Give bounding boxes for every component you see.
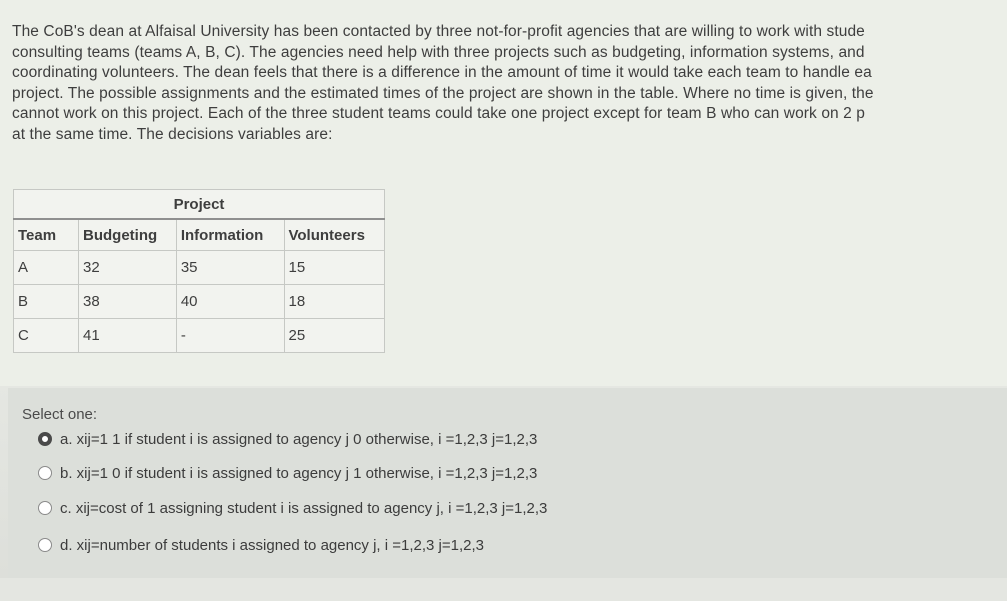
question-line: consulting teams (teams A, B, C). The agencies need help with three projects such as budgeting, information systems, and — [12, 43, 865, 61]
table-cell: - — [176, 319, 284, 353]
table-cell: 35 — [176, 251, 284, 285]
answer-option-b[interactable] — [38, 462, 537, 484]
answer-option-a[interactable] — [38, 428, 537, 450]
header-budgeting: Budgeting — [79, 219, 177, 251]
table-cell: 15 — [284, 251, 385, 285]
question-line: at the same time. The decisions variables are: — [12, 125, 333, 143]
header-volunteers: Volunteers — [284, 219, 385, 251]
table-cell: 38 — [79, 285, 177, 319]
radio-selected-icon[interactable] — [38, 432, 52, 446]
answer-option-c[interactable] — [38, 497, 547, 519]
project-times-table — [13, 189, 385, 353]
answer-option-label: c. xij=cost of 1 assigning student i is assigned to agency j, i =1,2,3 j=1,2,3 — [60, 499, 548, 517]
footer-strip — [0, 578, 1007, 601]
radio-icon[interactable] — [38, 501, 52, 515]
radio-icon[interactable] — [38, 466, 52, 480]
table-title-row — [14, 190, 385, 220]
header-information: Information — [176, 219, 284, 251]
answer-option-label: d. xij=number of students i assigned to agency j, i =1,2,3 j=1,2,3 — [60, 536, 485, 554]
table-header-row — [14, 219, 385, 251]
answer-option-label: b. xij=1 0 if student i is assigned to agency j 1 otherwise, i =1,2,3 j=1,2,3 — [60, 464, 538, 482]
question-line: project. The possible assignments and the estimated times of the project are shown in the table. Where no time is given, the — [12, 84, 874, 102]
table-cell: C — [14, 319, 79, 353]
select-one-prompt: Select one: — [22, 406, 98, 423]
question-line: cannot work on this project. Each of the three student teams could take one project except for team B who can work on 2 p — [12, 105, 866, 123]
question-line: The CoB's dean at Alfaisal University has been contacted by three not-for-profit agencies that are willing to work with stude — [12, 23, 865, 40]
table-row — [14, 285, 385, 319]
radio-icon[interactable] — [38, 538, 52, 552]
answer-option-label: a. xij=1 1 if student i is assigned to agency j 0 otherwise, i =1,2,3 j=1,2,3 — [60, 430, 538, 448]
table-cell: 18 — [284, 285, 385, 319]
table-cell: 41 — [79, 319, 177, 353]
table-cell: A — [14, 251, 79, 285]
answer-option-d[interactable] — [38, 534, 484, 556]
question-text — [12, 22, 1007, 146]
table-cell: 25 — [284, 319, 385, 353]
table-title: Project — [14, 190, 385, 220]
answer-panel — [8, 388, 1007, 578]
header-team: Team — [14, 219, 79, 251]
table-row — [14, 251, 385, 285]
table-cell: 32 — [79, 251, 177, 285]
table-cell: 40 — [176, 285, 284, 319]
question-line: coordinating volunteers. The dean feels that there is a difference in the amount of time it would take each team to handle ea — [12, 64, 872, 82]
table-row — [14, 319, 385, 353]
table-cell: B — [14, 285, 79, 319]
